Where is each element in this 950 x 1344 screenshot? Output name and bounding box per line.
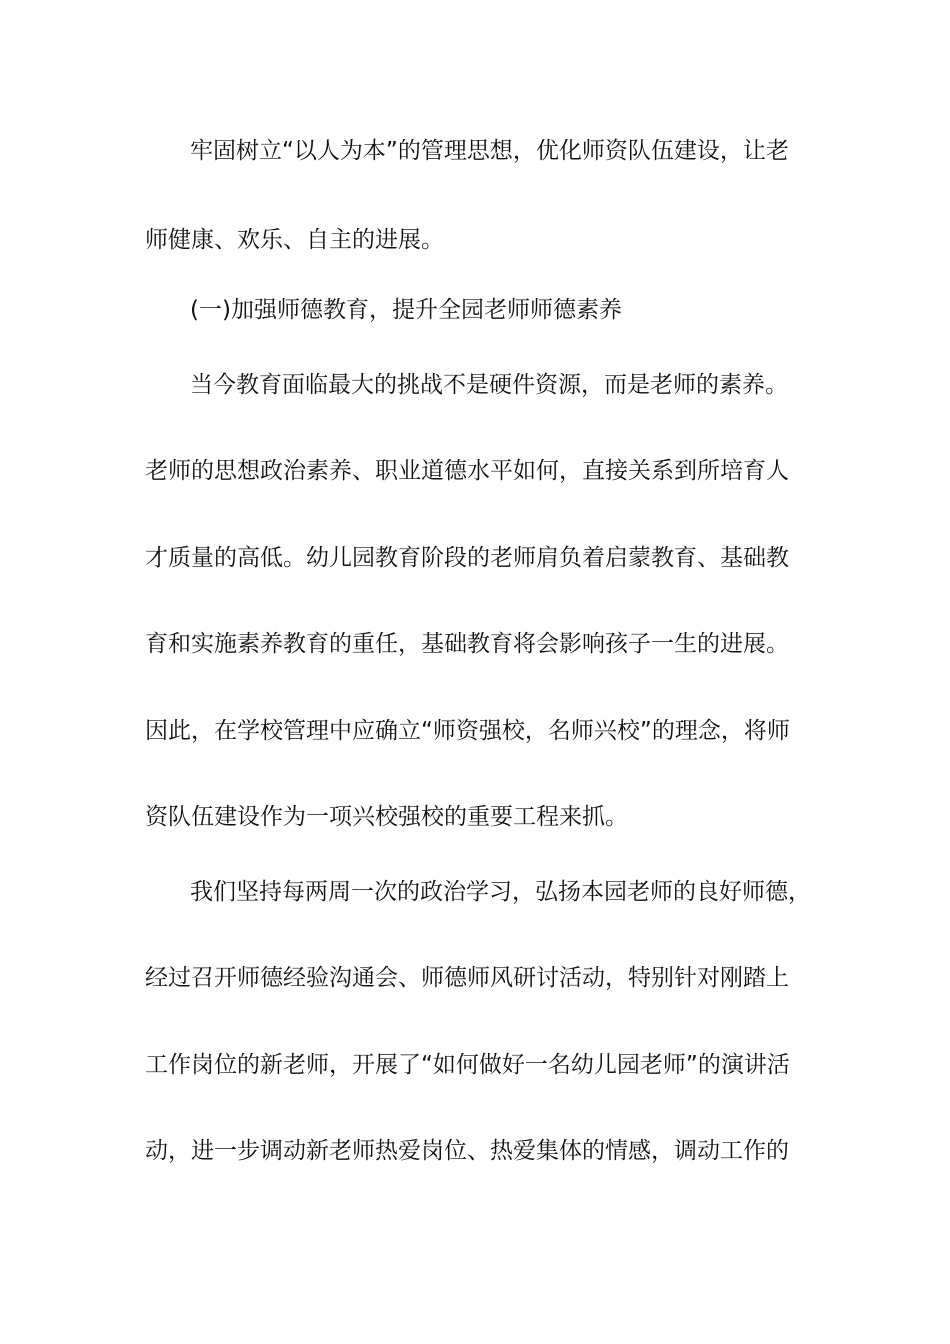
text-line: 牢固树立“以人为本”的管理思想，优化师资队伍建设，让老 bbox=[190, 138, 789, 164]
text-line: 因此，在学校管理中应确立“师资强校，名师兴校”的理念，将师 bbox=[145, 718, 790, 744]
section-heading: (一)加强师德教育，提升全园老师师德素养 bbox=[190, 297, 622, 323]
text-line: 当今教育面临最大的挑战不是硬件资源，而是老师的素养。 bbox=[190, 372, 788, 398]
text-line: 动，进一步调动新老师热爱岗位、热爱集体的情感，调动工作的 bbox=[145, 1138, 789, 1164]
text-line: 育和实施素养教育的重任，基础教育将会影响孩子一生的进展。 bbox=[145, 631, 789, 657]
text-line: 工作岗位的新老师，开展了“如何做好一名幼儿园老师”的演讲活 bbox=[145, 1052, 790, 1078]
text-line: 我们坚持每两周一次的政治学习，弘扬本园老师的良好师德， bbox=[190, 879, 811, 905]
text-line: 资队伍建设作为一项兴校强校的重要工程来抓。 bbox=[145, 804, 628, 830]
text-line: 师健康、欢乐、自主的进展。 bbox=[145, 227, 444, 253]
text-line: 经过召开师德经验沟通会、师德师风研讨活动，特别针对刚踏上 bbox=[145, 965, 789, 991]
text-line: 才质量的高低。幼儿园教育阶段的老师肩负着启蒙教育、基础教 bbox=[145, 545, 789, 571]
text-line: 老师的思想政治素养、职业道德水平如何，直接关系到所培育人 bbox=[145, 458, 789, 484]
